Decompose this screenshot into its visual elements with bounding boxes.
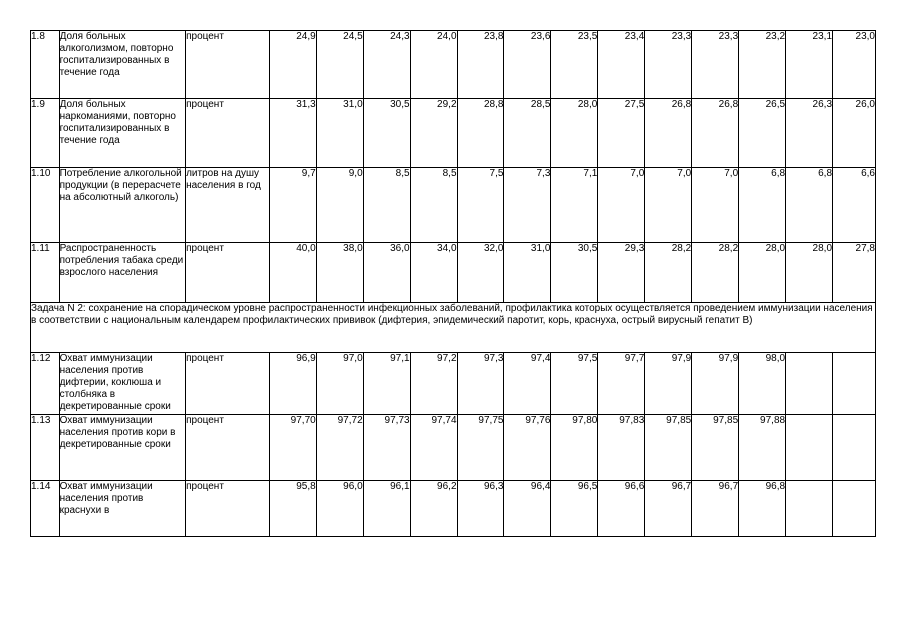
value-cell: 6,8 [786, 168, 833, 243]
value-cell: 23,4 [598, 31, 645, 99]
value-cell: 97,0 [316, 353, 363, 415]
value-cell: 97,85 [645, 415, 692, 481]
value-cell: 28,0 [739, 243, 786, 303]
value-cell: 96,0 [316, 481, 363, 537]
value-cell: 31,3 [269, 99, 316, 168]
value-cell: 96,6 [598, 481, 645, 537]
value-cell: 23,3 [645, 31, 692, 99]
value-cell: 96,3 [457, 481, 504, 537]
value-cell: 30,5 [551, 243, 598, 303]
value-cell: 97,72 [316, 415, 363, 481]
value-cell: 24,9 [269, 31, 316, 99]
unit-of-measure: процент [186, 481, 270, 537]
value-cell: 97,7 [598, 353, 645, 415]
value-cell: 7,0 [692, 168, 739, 243]
value-cell: 97,3 [457, 353, 504, 415]
value-cell: 9,0 [316, 168, 363, 243]
value-cell: 97,1 [363, 353, 410, 415]
value-cell: 23,3 [692, 31, 739, 99]
value-cell: 97,70 [269, 415, 316, 481]
value-cell: 34,0 [410, 243, 457, 303]
value-cell [833, 481, 876, 537]
value-cell: 38,0 [316, 243, 363, 303]
value-cell: 31,0 [316, 99, 363, 168]
table-row [31, 168, 876, 243]
value-cell: 95,8 [269, 481, 316, 537]
value-cell: 26,8 [692, 99, 739, 168]
value-cell: 27,5 [598, 99, 645, 168]
value-cell: 30,5 [363, 99, 410, 168]
row-number: 1.9 [31, 99, 60, 168]
value-cell: 97,2 [410, 353, 457, 415]
value-cell: 27,8 [833, 243, 876, 303]
unit-of-measure: процент [186, 415, 270, 481]
value-cell: 6,6 [833, 168, 876, 243]
table-body [31, 31, 876, 537]
indicator-name: Охват иммунизации населения против дифтерии, коклюша и столбняка в декретированные сроки [59, 353, 186, 415]
value-cell: 97,74 [410, 415, 457, 481]
value-cell [786, 353, 833, 415]
value-cell: 24,0 [410, 31, 457, 99]
value-cell: 23,5 [551, 31, 598, 99]
unit-of-measure: литров на душу населения в год [186, 168, 270, 243]
row-number: 1.13 [31, 415, 60, 481]
value-cell [833, 415, 876, 481]
value-cell: 28,0 [786, 243, 833, 303]
unit-of-measure: процент [186, 243, 270, 303]
value-cell: 23,0 [833, 31, 876, 99]
task-row [31, 303, 876, 353]
value-cell [786, 481, 833, 537]
value-cell: 97,83 [598, 415, 645, 481]
indicator-name: Охват иммунизации населения против кори в декретированные сроки [59, 415, 186, 481]
value-cell [833, 353, 876, 415]
value-cell: 97,9 [692, 353, 739, 415]
value-cell: 96,1 [363, 481, 410, 537]
value-cell: 36,0 [363, 243, 410, 303]
value-cell: 23,2 [739, 31, 786, 99]
value-cell: 24,5 [316, 31, 363, 99]
value-cell: 98,0 [739, 353, 786, 415]
unit-of-measure: процент [186, 31, 270, 99]
value-cell: 7,0 [598, 168, 645, 243]
value-cell: 96,7 [692, 481, 739, 537]
value-cell: 97,73 [363, 415, 410, 481]
value-cell: 97,75 [457, 415, 504, 481]
unit-of-measure: процент [186, 99, 270, 168]
value-cell: 96,7 [645, 481, 692, 537]
value-cell: 97,5 [551, 353, 598, 415]
value-cell: 28,2 [692, 243, 739, 303]
value-cell: 26,3 [786, 99, 833, 168]
table-row [31, 243, 876, 303]
task-description: Задача N 2: сохранение на спорадическом уровне распространенности инфекционных заболеваний, профилактика которых осуществляется проведением иммунизации населения в соответствии с национальным календарем профилактических прививок (дифтерия, эпидемический паротит, корь, краснуха, острый вирусный гепатит В) [31, 303, 876, 353]
value-cell: 26,5 [739, 99, 786, 168]
indicator-name: Распространенность потребления табака среди взрослого населения [59, 243, 186, 303]
value-cell: 24,3 [363, 31, 410, 99]
value-cell: 97,88 [739, 415, 786, 481]
value-cell: 7,0 [645, 168, 692, 243]
unit-of-measure: процент [186, 353, 270, 415]
table-row [31, 31, 876, 99]
value-cell: 23,6 [504, 31, 551, 99]
row-number: 1.10 [31, 168, 60, 243]
value-cell: 8,5 [363, 168, 410, 243]
value-cell: 23,8 [457, 31, 504, 99]
value-cell: 96,4 [504, 481, 551, 537]
value-cell: 6,8 [739, 168, 786, 243]
table-row [31, 353, 876, 415]
value-cell: 40,0 [269, 243, 316, 303]
value-cell [786, 415, 833, 481]
value-cell: 7,3 [504, 168, 551, 243]
table-row [31, 99, 876, 168]
value-cell: 9,7 [269, 168, 316, 243]
value-cell: 28,5 [504, 99, 551, 168]
value-cell: 97,76 [504, 415, 551, 481]
value-cell: 96,5 [551, 481, 598, 537]
value-cell: 26,8 [645, 99, 692, 168]
value-cell: 97,9 [645, 353, 692, 415]
indicator-name: Потребление алкогольной продукции (в перерасчете на абсолютный алкоголь) [59, 168, 186, 243]
indicator-name: Доля больных наркоманиями, повторно госпитализированных в течение года [59, 99, 186, 168]
value-cell: 29,2 [410, 99, 457, 168]
value-cell: 7,5 [457, 168, 504, 243]
row-number: 1.14 [31, 481, 60, 537]
row-number: 1.11 [31, 243, 60, 303]
value-cell: 28,8 [457, 99, 504, 168]
value-cell: 28,0 [551, 99, 598, 168]
value-cell: 32,0 [457, 243, 504, 303]
indicator-name: Охват иммунизации населения против краснухи в [59, 481, 186, 537]
indicator-name: Доля больных алкоголизмом, повторно госпитализированных в течение года [59, 31, 186, 99]
value-cell: 96,8 [739, 481, 786, 537]
value-cell: 97,85 [692, 415, 739, 481]
value-cell: 97,4 [504, 353, 551, 415]
row-number: 1.12 [31, 353, 60, 415]
row-number: 1.8 [31, 31, 60, 99]
value-cell: 96,2 [410, 481, 457, 537]
value-cell: 23,1 [786, 31, 833, 99]
value-cell: 28,2 [645, 243, 692, 303]
value-cell: 8,5 [410, 168, 457, 243]
table-row [31, 481, 876, 537]
value-cell: 97,80 [551, 415, 598, 481]
value-cell: 7,1 [551, 168, 598, 243]
indicators-table [30, 30, 876, 537]
value-cell: 31,0 [504, 243, 551, 303]
value-cell: 26,0 [833, 99, 876, 168]
value-cell: 29,3 [598, 243, 645, 303]
table-row [31, 415, 876, 481]
value-cell: 96,9 [269, 353, 316, 415]
